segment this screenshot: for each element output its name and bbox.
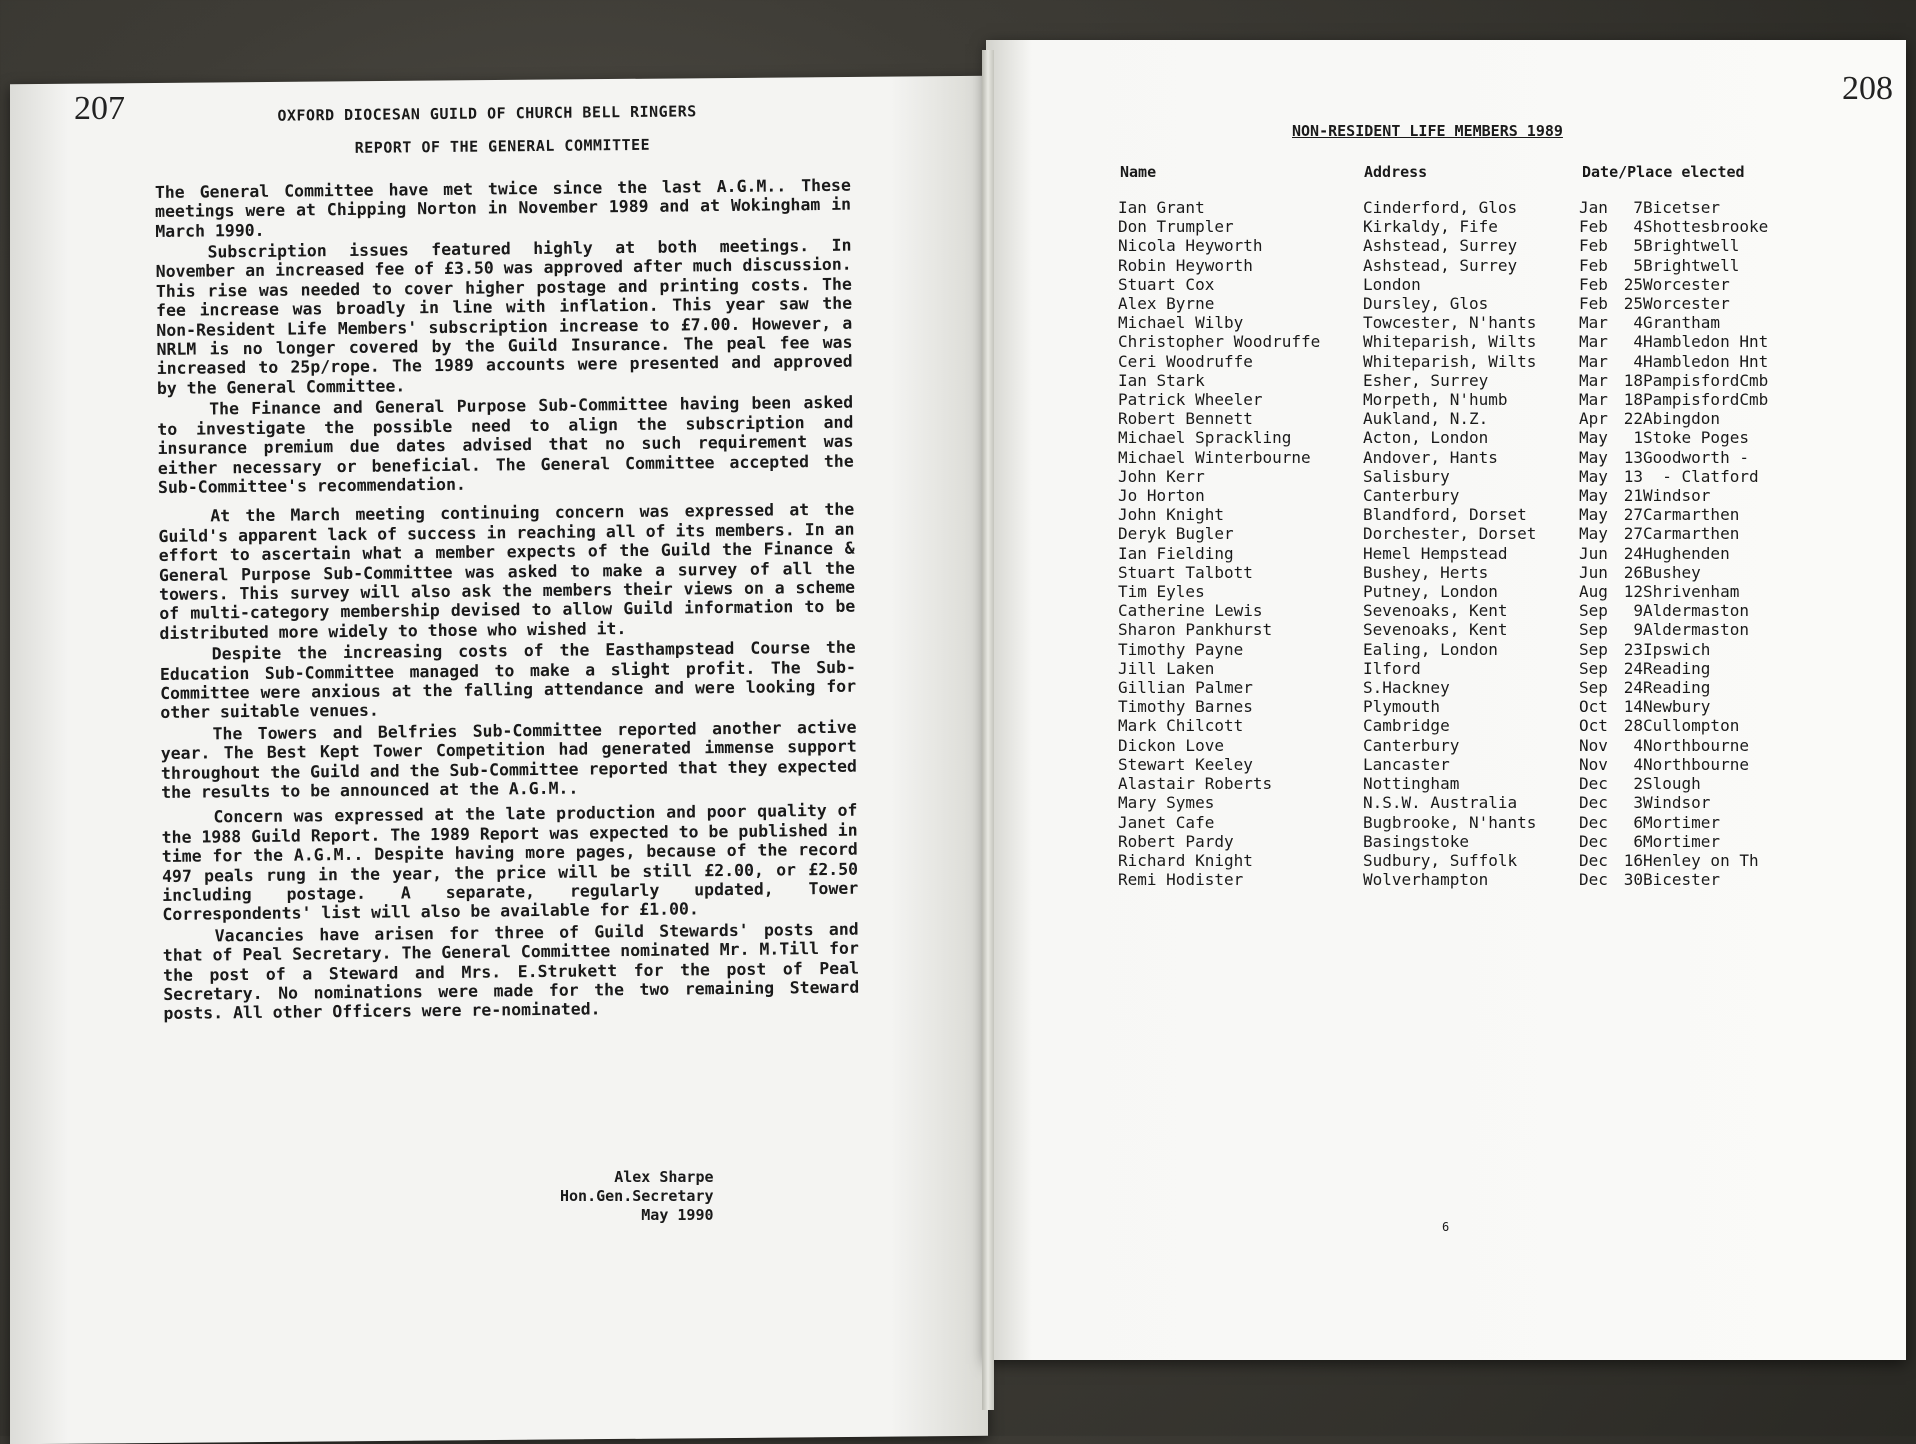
member-name: Remi Hodister <box>1118 870 1244 890</box>
elected-day: 4 <box>1633 332 1643 352</box>
elected-day: 27 <box>1623 524 1643 544</box>
signature-block <box>560 1168 714 1225</box>
elected-day: 6 <box>1633 831 1643 851</box>
elected-day: 13 <box>1623 466 1643 486</box>
elected-place: Shrivenham <box>1643 582 1740 602</box>
elected-place: Carmarthen <box>1643 524 1740 544</box>
member-name: Patrick Wheeler <box>1118 390 1263 410</box>
elected-month: May <box>1579 486 1608 506</box>
elected-day: 18 <box>1623 370 1643 390</box>
book-spine <box>982 50 994 1410</box>
table-row <box>1118 851 1823 870</box>
elected-place: Worcester <box>1643 294 1730 314</box>
elected-day: 18 <box>1623 390 1643 410</box>
member-address: Putney, London <box>1363 582 1498 602</box>
member-name: Stuart Cox <box>1118 274 1215 294</box>
elected-day: 4 <box>1633 217 1643 237</box>
member-name: Christopher Woodruffe <box>1118 332 1321 352</box>
member-name: Ceri Woodruffe <box>1118 351 1253 371</box>
table-row <box>1118 390 1823 409</box>
elected-place: Newbury <box>1643 697 1711 717</box>
member-name: Timothy Payne <box>1118 639 1244 659</box>
elected-day: 2 <box>1633 774 1643 794</box>
left-folio: 207 <box>74 90 125 127</box>
elected-month: Sep <box>1579 639 1608 659</box>
right-folio: 208 <box>1842 70 1893 107</box>
table-row <box>1118 640 1823 659</box>
elected-place: Stoke Poges <box>1643 428 1749 448</box>
elected-place: Grantham <box>1643 313 1721 333</box>
report-subtitle: REPORT OF THE GENERAL COMMITTEE <box>354 136 651 158</box>
elected-place: Mortimer <box>1643 831 1721 851</box>
member-name: Nicola Heyworth <box>1118 236 1263 256</box>
elected-place: Windsor <box>1643 486 1711 506</box>
signatory-title: Hon.Gen.Secretary <box>560 1187 714 1205</box>
elected-day: 9 <box>1633 601 1643 621</box>
table-row <box>1118 409 1823 428</box>
elected-place: Northbourne <box>1643 735 1749 755</box>
member-address: Morpeth, N'humb <box>1363 390 1508 410</box>
elected-place: Reading <box>1643 678 1711 698</box>
member-address: Kirkaldy, Fife <box>1363 217 1498 237</box>
elected-place: Bicester <box>1643 870 1721 890</box>
table-row <box>1118 582 1823 601</box>
elected-month: Oct <box>1579 716 1608 736</box>
table-row <box>1118 467 1823 486</box>
elected-month: Sep <box>1579 678 1608 698</box>
elected-place: Aldermaston <box>1643 620 1749 640</box>
table-row <box>1118 813 1823 832</box>
elected-day: 23 <box>1623 639 1643 659</box>
table-row <box>1118 352 1823 371</box>
elected-place: Carmarthen <box>1643 505 1740 525</box>
elected-month: Dec <box>1579 774 1608 794</box>
elected-place: Bicetser <box>1643 198 1721 217</box>
member-name: Catherine Lewis <box>1118 601 1263 621</box>
elected-day: 3 <box>1633 793 1643 813</box>
member-address: Ashstead, Surrey <box>1363 255 1518 275</box>
member-address: Ashstead, Surrey <box>1363 236 1518 256</box>
member-name: Janet Cafe <box>1118 812 1215 832</box>
elected-day: 13 <box>1623 447 1643 467</box>
table-row <box>1118 774 1823 793</box>
member-address: Cambridge <box>1363 716 1450 736</box>
elected-place: Shottesbrooke <box>1643 217 1769 237</box>
column-header-name: Name <box>1120 163 1157 181</box>
elected-place: Slough <box>1643 774 1701 794</box>
elected-day: 25 <box>1623 294 1643 314</box>
member-name: Jo Horton <box>1118 486 1205 506</box>
elected-month: May <box>1579 447 1608 467</box>
member-name: Stewart Keeley <box>1118 754 1253 774</box>
column-header-address: Address <box>1364 163 1428 181</box>
table-row <box>1118 332 1823 351</box>
elected-month: Feb <box>1579 217 1608 237</box>
member-name: Tim Eyles <box>1118 582 1205 602</box>
paragraph-7: Concern was expressed at the late production and poor quality of the 1988 Guild Report. The 1989 Report was expected to be published in time for the A.G.M.. Despite having more pages, because of the record 497 peals rung in the year, the price will be still £2.00, or £2.50 including postage. A separate, regularly updated, Tower Correspondents' list will also be available for £1.00. <box>161 801 859 925</box>
member-name: Michael Sprackling <box>1118 428 1292 448</box>
member-name: Michael Winterbourne <box>1118 447 1311 467</box>
elected-month: Dec <box>1579 850 1608 870</box>
paragraph-8: Vacancies have arisen for three of Guild Stewards' posts and that of Peal Secretary. The General Committee nominated Mr. M.Till for the post of a Steward and Mrs. E.Strukett for the post of Peal Secretary. No nominations were made for the two remaining Steward posts. All other Officers were re-nominated. <box>162 919 860 1024</box>
member-address: Whiteparish, Wilts <box>1363 332 1537 352</box>
elected-month: Feb <box>1579 294 1608 314</box>
elected-day: 4 <box>1633 351 1643 371</box>
elected-place: PampisfordCmb <box>1643 370 1769 390</box>
member-name: Ian Stark <box>1118 370 1205 390</box>
table-row <box>1118 832 1823 851</box>
member-name: Richard Knight <box>1118 850 1253 870</box>
column-header-date-place: Date/Place elected <box>1582 163 1745 181</box>
table-row <box>1118 716 1823 735</box>
elected-day: 21 <box>1623 486 1643 506</box>
member-address: Ealing, London <box>1363 639 1498 659</box>
elected-month: Aug <box>1579 582 1608 602</box>
elected-place: Hambledon Hnt <box>1643 332 1769 352</box>
member-name: Sharon Pankhurst <box>1118 620 1273 640</box>
elected-day: 30 <box>1623 870 1643 890</box>
table-row <box>1118 198 1823 217</box>
elected-place: Aldermaston <box>1643 601 1749 621</box>
elected-place: Reading <box>1643 658 1711 678</box>
elected-month: Dec <box>1579 793 1608 813</box>
member-name: Robert Pardy <box>1118 831 1234 851</box>
member-address: S.Hackney <box>1363 678 1450 698</box>
elected-month: Sep <box>1579 601 1608 621</box>
elected-month: Mar <box>1579 370 1608 390</box>
member-address: Aukland, N.Z. <box>1363 409 1489 429</box>
elected-place: Goodworth - <box>1643 447 1749 467</box>
elected-month: Mar <box>1579 390 1608 410</box>
elected-month: Jan <box>1579 198 1608 217</box>
elected-month: Dec <box>1579 831 1608 851</box>
member-address: Hemel Hempstead <box>1363 543 1508 563</box>
paragraph-1: The General Committee have met twice since the last A.G.M.. These meetings were at Chipping Norton in November 1989 and at Wokingham in March 1990. <box>154 175 852 241</box>
elected-month: Mar <box>1579 313 1608 333</box>
elected-day: 28 <box>1623 716 1643 736</box>
report-block <box>154 101 860 1026</box>
elected-month: Apr <box>1579 409 1608 429</box>
guild-title: OXFORD DIOCESAN GUILD OF CHURCH BELL RINGERS <box>277 102 697 125</box>
paragraph-2: Subscription issues featured highly at both meetings. In November an increased fee of £3.50 was approved after much discussion. This rise was needed to cover higher postage and printing costs. The fee increase was broadly in line with inflation. This year saw the Non-Resident Life Members' subscription increase to £7.00. However, a NRLM is no longer covered by the Guild Insurance. The peal fee was increased to 25p/rope. The 1989 accounts were presented and approved by the General Committee. <box>155 235 853 398</box>
elected-place: Brightwell <box>1643 236 1740 256</box>
member-address: Wolverhampton <box>1363 870 1489 890</box>
table-row <box>1118 678 1823 697</box>
table-row <box>1118 793 1823 812</box>
elected-place: Hughenden <box>1643 543 1730 563</box>
member-address: Bugbrooke, N'hants <box>1363 812 1537 832</box>
member-name: Mark Chilcott <box>1118 716 1244 736</box>
elected-place: Windsor <box>1643 793 1711 813</box>
elected-place: Bushey <box>1643 562 1701 582</box>
member-address: Dursley, Glos <box>1363 294 1489 314</box>
member-address: Andover, Hants <box>1363 447 1498 467</box>
member-address: Cinderford, Glos <box>1363 198 1518 217</box>
page-number: 6 <box>1442 1220 1450 1234</box>
table-row <box>1118 620 1823 639</box>
paragraph-6: The Towers and Belfries Sub-Committee reported another active year. The Best Kept Tower Competition had generated immense support throughout the Guild and the Sub-Committee reported that they expected the results to be announced at the A.G.M.. <box>160 717 858 802</box>
table-row <box>1118 697 1823 716</box>
table-row <box>1118 236 1823 255</box>
elected-place: Northbourne <box>1643 754 1749 774</box>
elected-month: Dec <box>1579 870 1608 890</box>
member-name: Ian Fielding <box>1118 543 1234 563</box>
member-address: Canterbury <box>1363 486 1460 506</box>
elected-place: Hambledon Hnt <box>1643 351 1769 371</box>
elected-day: 24 <box>1623 543 1643 563</box>
elected-place: Brightwell <box>1643 255 1740 275</box>
elected-day: 4 <box>1633 735 1643 755</box>
elected-day: 12 <box>1623 582 1643 602</box>
member-address: Blandford, Dorset <box>1363 505 1527 525</box>
member-name: Robert Bennett <box>1118 409 1253 429</box>
member-name: Dickon Love <box>1118 735 1224 755</box>
member-name: Don Trumpler <box>1118 217 1234 237</box>
table-row <box>1118 294 1823 313</box>
elected-place: Mortimer <box>1643 812 1721 832</box>
table-row <box>1118 505 1823 524</box>
elected-month: Feb <box>1579 255 1608 275</box>
member-address: Towcester, N'hants <box>1363 313 1537 333</box>
member-name: John Kerr <box>1118 466 1205 486</box>
elected-month: Oct <box>1579 697 1608 717</box>
paragraph-4: At the March meeting continuing concern was expressed at the Guild's apparent lack of success in reaching all of its members. In an effort to ascertain what a member expects of the Guild the Finance & General Purpose Sub-Committee was asked to make a survey of all the towers. This survey will also ask the members their views on a scheme of multi-category membership devised to allow Guild information to be distributed more widely to those who wished it. <box>158 500 856 643</box>
table-row <box>1118 256 1823 275</box>
elected-day: 7 <box>1633 198 1643 217</box>
elected-day: 16 <box>1623 850 1643 870</box>
member-name: Robin Heyworth <box>1118 255 1253 275</box>
paragraph-3: The Finance and General Purpose Sub-Committee having been asked to investigate the possible need to align the subscription and insurance premium due dates advised that no such requirement was either necessary or beneficial. The General Committee accepted the Sub-Committee's recommendation. <box>157 392 854 497</box>
table-row <box>1118 563 1823 582</box>
elected-place: - Clatford <box>1643 466 1759 486</box>
member-address: Dorchester, Dorset <box>1363 524 1537 544</box>
elected-day: 25 <box>1623 274 1643 294</box>
elected-day: 4 <box>1633 754 1643 774</box>
member-name: Alex Byrne <box>1118 294 1215 314</box>
member-address: London <box>1363 274 1421 294</box>
member-address: Bushey, Herts <box>1363 562 1489 582</box>
table-row <box>1118 736 1823 755</box>
elected-month: Jun <box>1579 562 1608 582</box>
elected-place: Worcester <box>1643 274 1730 294</box>
elected-day: 26 <box>1623 562 1643 582</box>
member-address: N.S.W. Australia <box>1363 793 1518 813</box>
member-name: Ian Grant <box>1118 198 1205 217</box>
table-row <box>1118 601 1823 620</box>
elected-month: May <box>1579 466 1608 486</box>
elected-day: 27 <box>1623 505 1643 525</box>
elected-month: Mar <box>1579 332 1608 352</box>
elected-place: Abingdon <box>1643 409 1721 429</box>
member-name: Michael Wilby <box>1118 313 1244 333</box>
elected-month: May <box>1579 524 1608 544</box>
member-name: Alastair Roberts <box>1118 774 1273 794</box>
elected-place: Cullompton <box>1643 716 1740 736</box>
members-table <box>1118 198 1823 889</box>
member-address: Acton, London <box>1363 428 1489 448</box>
elected-month: Feb <box>1579 236 1608 256</box>
elected-day: 5 <box>1633 236 1643 256</box>
table-row <box>1118 486 1823 505</box>
elected-day: 4 <box>1633 313 1643 333</box>
elected-month: Mar <box>1579 351 1608 371</box>
member-address: Whiteparish, Wilts <box>1363 351 1537 371</box>
table-row <box>1118 870 1823 889</box>
member-address: Sevenoaks, Kent <box>1363 620 1508 640</box>
member-address: Plymouth <box>1363 697 1441 717</box>
paragraph-5: Despite the increasing costs of the Easthampstead Course the Education Sub-Committee managed to make a slight profit. The Sub-Committee were anxious at the falling attendance and were looking for other suitable venues. <box>159 637 857 723</box>
elected-month: May <box>1579 505 1608 525</box>
table-row <box>1118 371 1823 390</box>
elected-day: 9 <box>1633 620 1643 640</box>
member-name: Mary Symes <box>1118 793 1215 813</box>
member-name: John Knight <box>1118 505 1224 525</box>
member-name: Deryk Bugler <box>1118 524 1234 544</box>
member-name: Gillian Palmer <box>1118 678 1253 698</box>
elected-place: PampisfordCmb <box>1643 390 1769 410</box>
member-address: Ilford <box>1363 658 1421 678</box>
elected-day: 6 <box>1633 812 1643 832</box>
member-address: Sevenoaks, Kent <box>1363 601 1508 621</box>
table-row <box>1118 755 1823 774</box>
table-row <box>1118 313 1823 332</box>
member-name: Timothy Barnes <box>1118 697 1253 717</box>
elected-month: Nov <box>1579 735 1608 755</box>
elected-day: 14 <box>1623 697 1643 717</box>
elected-day: 1 <box>1633 428 1643 448</box>
table-row <box>1118 544 1823 563</box>
signatory-name: Alex Sharpe <box>614 1168 714 1186</box>
member-address: Basingstoke <box>1363 831 1469 851</box>
member-address: Esher, Surrey <box>1363 370 1489 390</box>
table-row <box>1118 524 1823 543</box>
elected-day: 5 <box>1633 255 1643 275</box>
elected-month: Nov <box>1579 754 1608 774</box>
elected-day: 24 <box>1623 678 1643 698</box>
elected-month: Sep <box>1579 620 1608 640</box>
table-row <box>1118 275 1823 294</box>
member-name: Stuart Talbott <box>1118 562 1253 582</box>
elected-month: Dec <box>1579 812 1608 832</box>
member-name: Jill Laken <box>1118 658 1215 678</box>
elected-place: Henley on Th <box>1643 850 1759 870</box>
member-address: Sudbury, Suffolk <box>1363 850 1518 870</box>
signature-date: May 1990 <box>641 1206 714 1224</box>
elected-day: 22 <box>1623 409 1643 429</box>
elected-month: Jun <box>1579 543 1608 563</box>
elected-month: Feb <box>1579 274 1608 294</box>
table-row <box>1118 448 1823 467</box>
table-row <box>1118 428 1823 447</box>
table-row <box>1118 659 1823 678</box>
elected-month: Sep <box>1579 658 1608 678</box>
elected-place: Ipswich <box>1643 639 1711 659</box>
member-address: Salisbury <box>1363 466 1450 486</box>
table-row <box>1118 217 1823 236</box>
member-address: Lancaster <box>1363 754 1450 774</box>
member-address: Canterbury <box>1363 735 1460 755</box>
member-address: Nottingham <box>1363 774 1460 794</box>
elected-month: May <box>1579 428 1608 448</box>
elected-day: 24 <box>1623 658 1643 678</box>
members-title: NON-RESIDENT LIFE MEMBERS 1989 <box>1292 122 1563 140</box>
